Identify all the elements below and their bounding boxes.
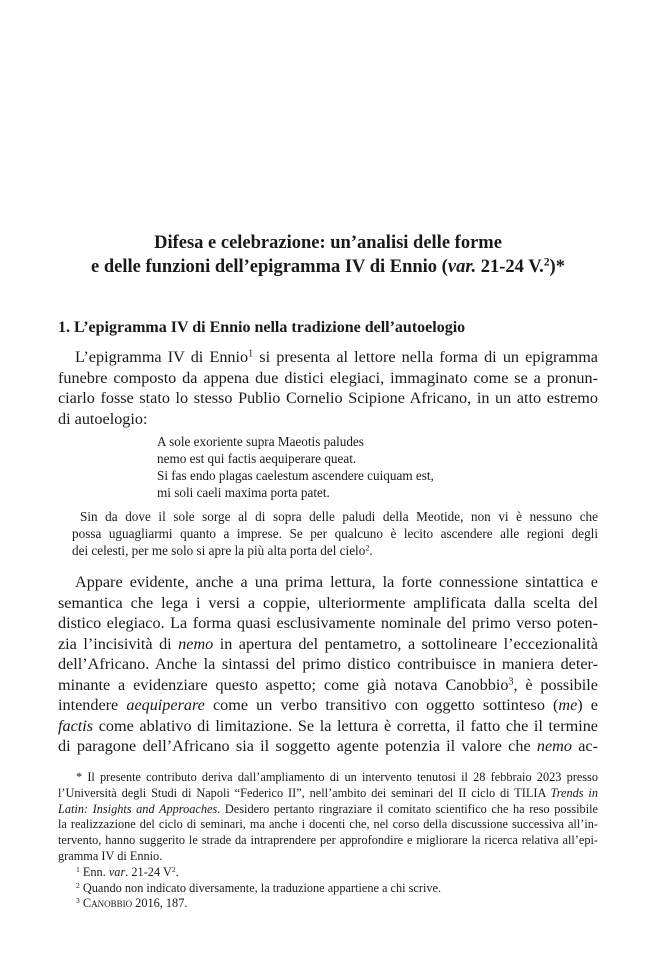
paragraph-2-line: distico elegiaco. La forma quasi esclusivamente nominale del primo verso poten- [58,614,598,632]
translation-line: dei celesti, per me solo si apre la più alta porta del cielo$^2$. [72,543,373,558]
verse-line: mi soli caeli maxima porta patet. [157,485,330,500]
verse-line: nemo est qui factis aequiperare queat. [157,451,357,466]
translation-line: Sin da dove il sole sorge al di sopra delle paludi della Meotide, non vi è nessuno che [80,509,598,524]
footnote-star-line: la realizzazione del ciclo di seminari, ma anche i docenti che, nel corso della discussione successiva all’in- [58,817,598,832]
paragraph-1-line: di autoelogio: [58,409,148,428]
footnote-3: $^3$ Canobbio 2016, 187. [76,896,188,911]
footnote-star-line: gramma IV di Ennio. [58,848,163,863]
footnote-star-line: l’Università degli Studi di Napoli “Federico II”, nell’ambito dei seminari del II ciclo di TILIA Trends in [58,785,598,800]
paragraph-1 [58,347,598,429]
footnote-2: $^2$ Quando non indicato diversamente, la traduzione appartiene a chi scrive. [76,880,442,895]
paragraph-2-line: intendere aequiperare come un verbo transitivo con oggetto sottinteso (me) e [58,696,598,714]
title-line-1: Difesa e celebrazione: un’analisi delle forme [154,233,502,253]
title-line-2: e delle funzioni dell’epigramma IV di Ennio (var. 21-24 V.$^2$)* [91,256,565,277]
footnote-ref-3[interactable]: 3 [508,675,514,687]
footnote-star-line: * Il presente contributo deriva dall’ampliamento di un intervento tenutosi il 28 febbraio 2023 presso [76,770,598,784]
paragraph-2-line: dell’Africano. Anche la sintassi del primo distico contribuisce in maniera deter- [58,655,598,673]
article-title [58,231,598,279]
paragraph-1-line: ciarlo fosse stato lo stesso Publio Cornelio Scipione Africano, in un atto estremo [58,389,598,407]
footnote-1: $^1$ Enn. var. 21-24 $V^2$. [76,864,179,879]
paragraph-2-line: Appare evidente, anche a una prima lettura, la forte connessione sintattica e [75,573,598,591]
verse-translation [72,508,598,559]
latin-verse [157,433,557,501]
verse-line: Si fas endo plagas caelestum ascendere cuiquam est, [157,468,434,483]
paragraph-2-line: minante a evidenziare questo aspetto; come già notava Canobbio$^3$, è possibile [58,675,598,694]
section-heading: 1. L’epigramma IV di Ennio nella tradizione dell’autoelogio [58,319,466,336]
paragraph-1-line: funebre composto da appena due distici elegiaci, immaginato come se a pronun- [58,368,598,387]
paragraph-2-line: semantica che lega i versi a coppie, ulteriormente amplificata dalla scelta del [58,593,598,612]
footnote-star-line: tervento, hanno suggerito le strade da intraprendere per approfondire e migliorare la ricerca relativa all’epi- [58,833,598,848]
paragraph-2-line: factis come ablativo di limitazione. Se la lettura è corretta, il fatto che il termine [58,716,598,735]
footnote-star-line: Latin: Insights and Approaches. Desidero pertanto ringraziare il comitato scientifico che ha reso possibile [58,801,598,816]
paragraph-2-line: di paragone dell’Africano sia il soggetto agente potenzia il valore che nemo ac- [58,737,598,755]
footnote-ref-2[interactable]: 2 [365,543,370,553]
paragraph-1-line: L’epigramma IV di Ennio$^1$ si presenta al lettore nella forma di un epigramma [75,348,598,366]
footnote-ref-1[interactable]: 1 [248,348,254,360]
translation-line: possa uguagliarmi quanto a imprese. Se per qualcuno è lecito ascendere alle regioni degli [72,526,598,541]
paragraph-2 [58,572,598,757]
footnotes [58,770,598,912]
paragraph-2-line: zia l’incisività di nemo in apertura del pentametro, a sottolineare l’eccezionalità [58,634,598,653]
verse-line: A sole exoriente supra Maeotis paludes [157,434,364,449]
